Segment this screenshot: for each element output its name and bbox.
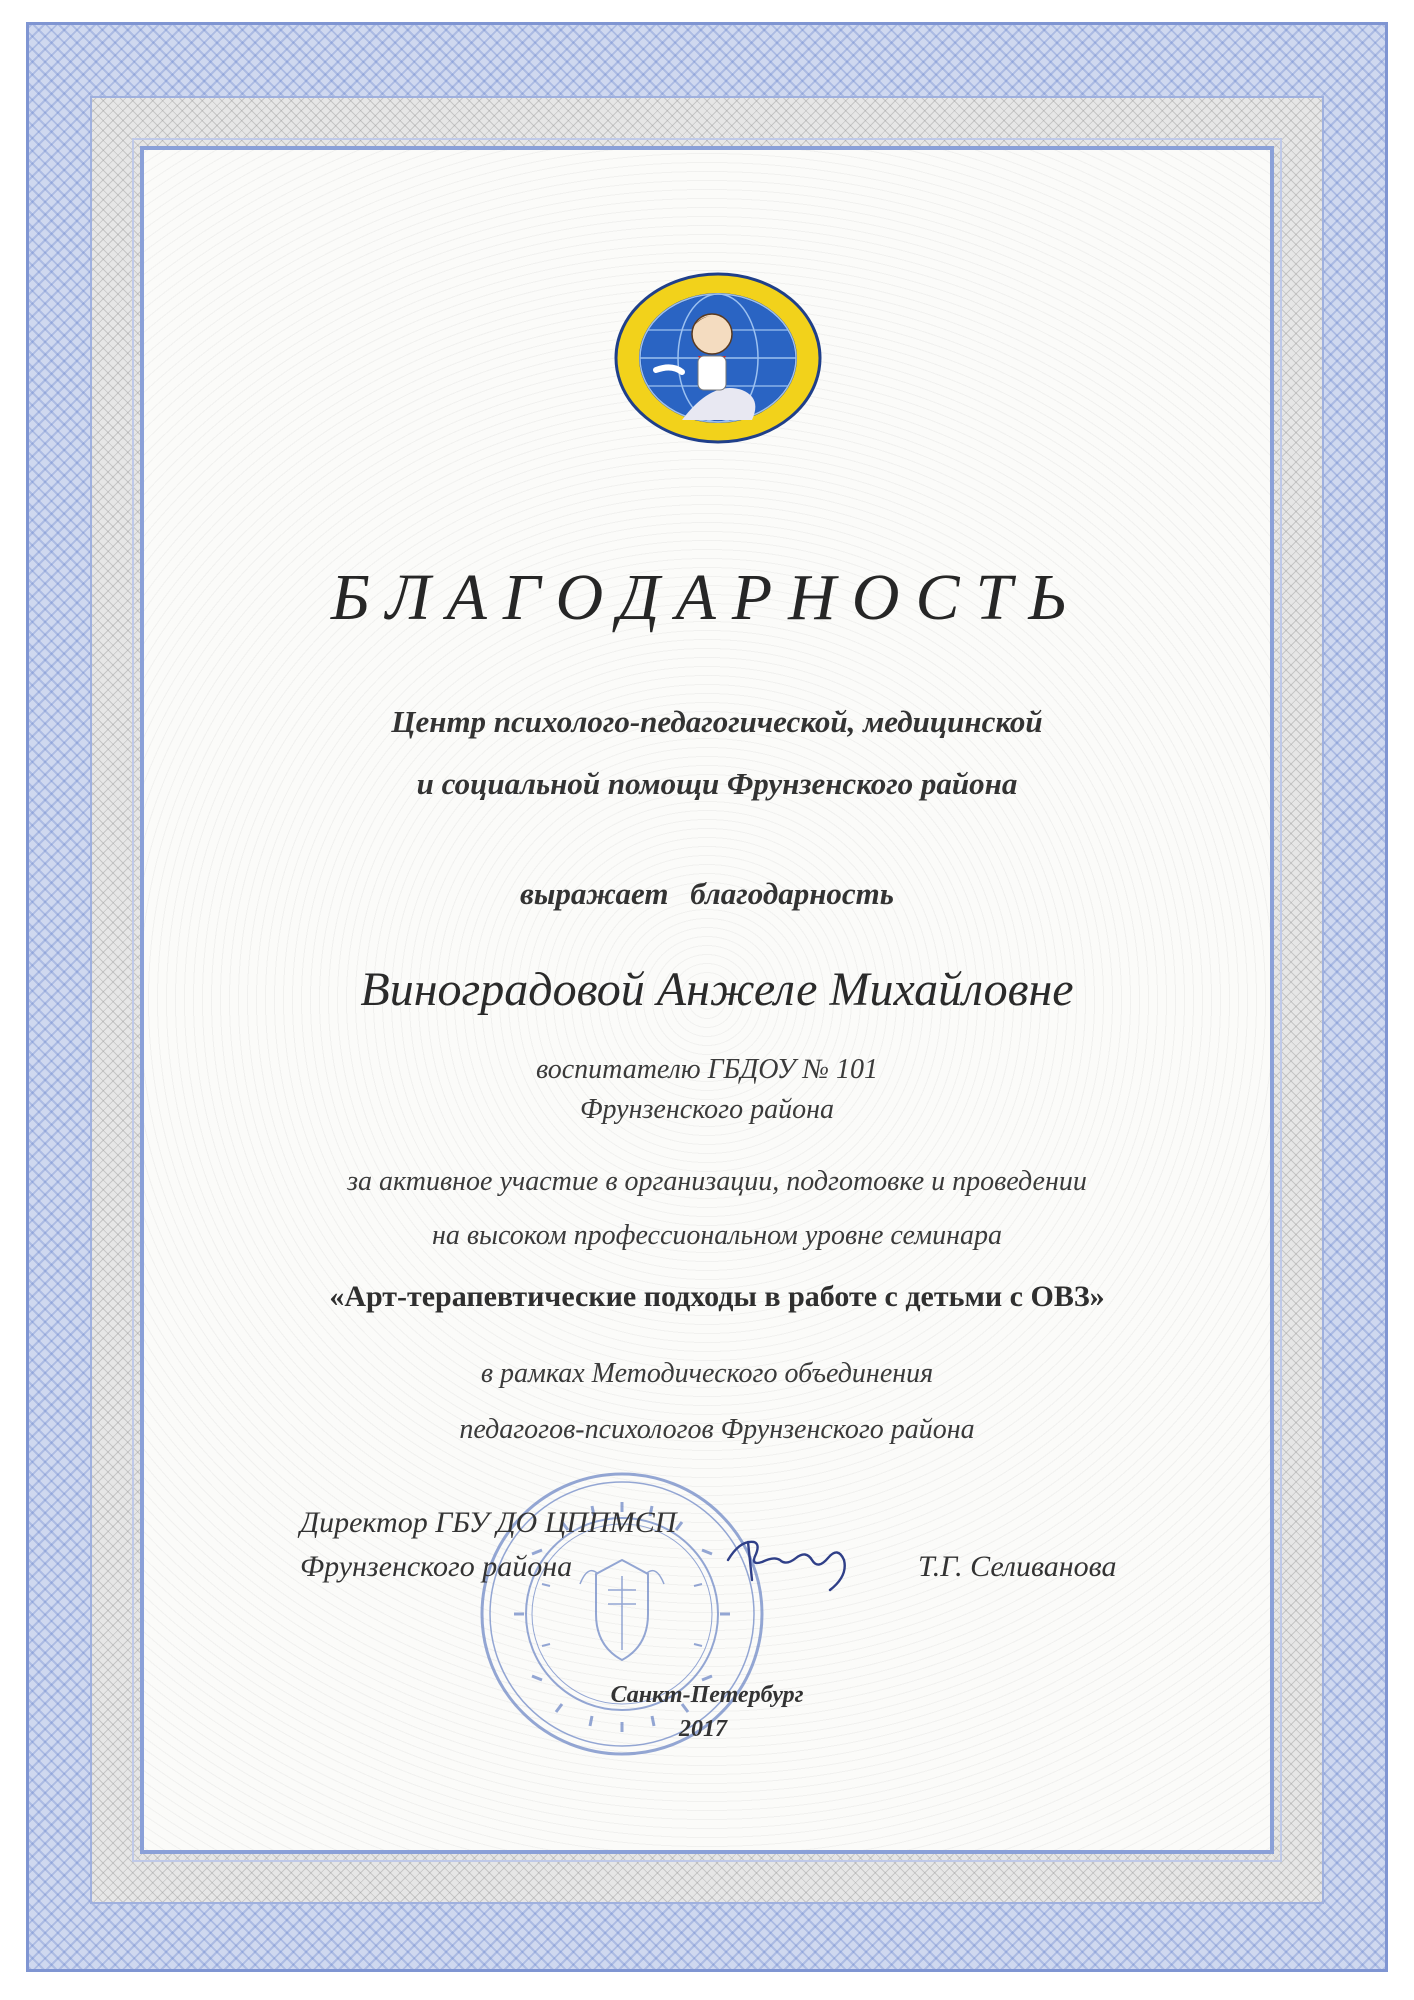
recipient-position-line1: воспитателю ГБДОУ № 101 bbox=[535, 1054, 879, 1085]
child-on-globe-icon bbox=[612, 270, 824, 446]
director-title-line2: Фрунзенского района bbox=[300, 1550, 573, 1583]
signer-name: Т.Г. Селиванова bbox=[918, 1550, 1117, 1583]
context-line2: педагогов-психологов Фрунзенского района bbox=[459, 1414, 975, 1445]
context-line1: в рамках Методического объединения bbox=[480, 1358, 934, 1389]
recipient-position-line2: Фрунзенского района bbox=[580, 1094, 834, 1125]
issue-year: 2017 bbox=[679, 1716, 727, 1742]
director-title-line1: Директор ГБУ ДО ЦППМСП bbox=[300, 1506, 677, 1539]
recipient-name: Виноградовой Анжеле Михайловне bbox=[360, 963, 1074, 1016]
handwritten-signature bbox=[720, 1520, 870, 1600]
reason-line2: на высоком профессиональном уровне семинара bbox=[432, 1220, 1002, 1251]
expresses-gratitude-text: выражает благодарность bbox=[520, 876, 894, 911]
reason-line1: за активное участие в организации, подготовке и проведении bbox=[347, 1166, 1087, 1197]
issue-city: Санкт-Петербург bbox=[610, 1682, 804, 1708]
organization-name-line2: и социальной помощи Фрунзенского района bbox=[416, 766, 1018, 801]
certificate-title: БЛАГОДАРНОСТЬ bbox=[330, 561, 1084, 634]
seminar-title: «Арт-терапевтические подходы в работе с детьми с ОВЗ» bbox=[329, 1280, 1105, 1313]
organization-name-line1: Центр психолого-педагогической, медицинской bbox=[391, 704, 1043, 739]
center-emblem-logo bbox=[612, 270, 824, 446]
